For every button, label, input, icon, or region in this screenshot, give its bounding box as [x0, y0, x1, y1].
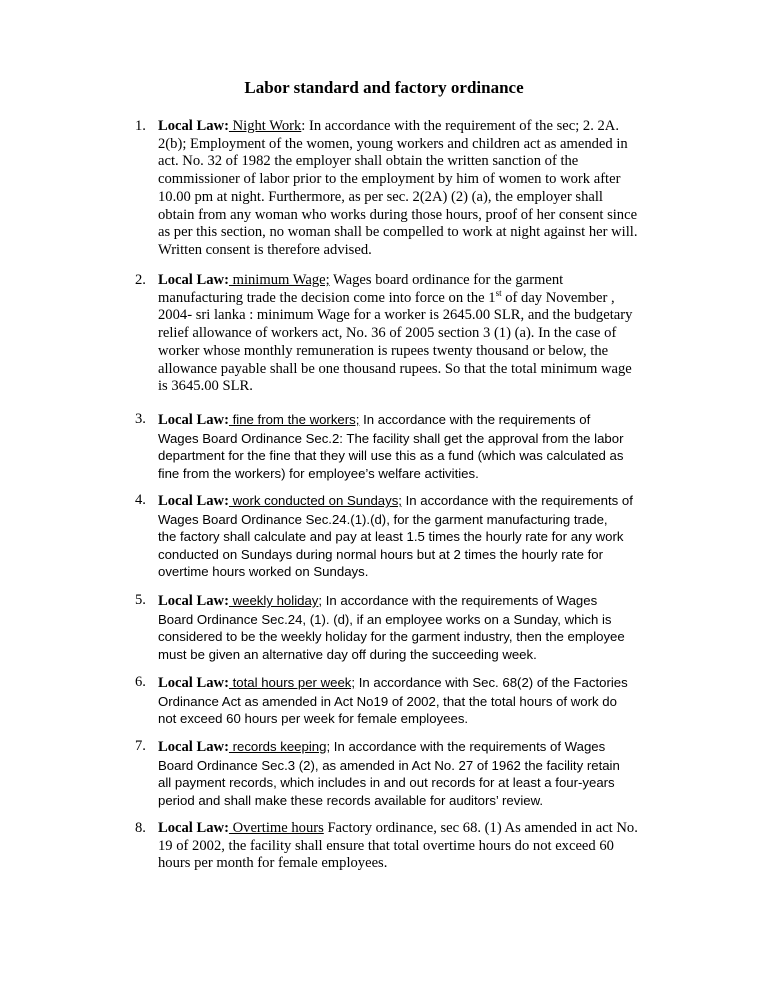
item-text: relief allowance of workers act, No. 36 of 2005 section 3 (1) (a). In the case of	[158, 325, 617, 342]
item-text: as per this section, no woman shall be compelled to work at night against her will.	[158, 224, 638, 241]
item-heading: Local Law:	[158, 493, 229, 509]
item-text: the factory shall calculate and pay at least 1.5 times the hourly rate for any work	[158, 529, 624, 545]
item-number: 7.	[135, 738, 146, 754]
ordinal-superscript: st	[495, 287, 502, 298]
item-topic: weekly holiday	[228, 593, 319, 608]
item-text: Written consent is therefore advised.	[158, 241, 372, 258]
item-heading: Local Law:	[158, 272, 229, 288]
item-text: Board Ordinance Sec.24, (1). (d), if an employee works on a Sunday, which is	[158, 611, 612, 627]
item-text: not exceed 60 hours per week for female employees.	[158, 711, 469, 727]
item-text: : In accordance with the requirement of the sec; 2. 2A.	[301, 118, 619, 134]
item-number: 3.	[135, 411, 146, 427]
item-text: 10.00 pm at night. Furthermore, as per sec. 2(2A) (2) (a), the employer shall	[158, 188, 603, 205]
item-body	[158, 820, 666, 873]
item-topic: minimum Wage;	[228, 272, 330, 288]
item-body	[158, 411, 666, 482]
item-text: all payment records, which includes in and out records for at least a four-years	[158, 775, 615, 791]
item-first-line	[158, 738, 666, 757]
item-text: obtain from any woman who works during those hours, proof of her consent since	[158, 206, 638, 223]
item-text: In accordance with Sec. 68(2) of the Factories	[355, 675, 628, 690]
item-heading: Local Law:	[158, 739, 229, 755]
item-text: is 3645.00 SLR.	[158, 378, 253, 395]
item-text: commissioner of labor prior to the employment by him of women to work after	[158, 171, 621, 188]
item-body	[158, 272, 666, 396]
item-text: of day November ,	[501, 289, 615, 306]
item-text: In accordance with the requirements of	[359, 412, 591, 427]
item-topic: Night Work	[228, 118, 302, 134]
item-text: must be given an alternative day off during the succeeding week.	[158, 646, 537, 662]
item-topic: work conducted on Sundays;	[228, 493, 402, 508]
item-text: Wages Board Ordinance Sec.24.(1).(d), for the garment manufacturing trade,	[158, 511, 608, 527]
item-text: In accordance with the requirements of	[401, 493, 633, 508]
item-text: Factory ordinance, sec 68. (1) As amended in act No.	[323, 820, 638, 836]
item-text: act. No. 32 of 1982 the employer shall obtain the written sanction of the	[158, 153, 579, 170]
item-body	[158, 592, 666, 663]
item-heading: Local Law:	[158, 820, 229, 836]
item-text: 19 of 2002, the facility shall ensure that total overtime hours do not exceed 60	[158, 837, 614, 854]
item-heading: Local Law:	[158, 412, 229, 428]
item-first-line	[158, 674, 666, 693]
item-first-line	[158, 820, 666, 838]
item-topic: Overtime hours	[228, 820, 324, 836]
item-text: worker whose monthly remuneration is rupees twenty thousand or below, the	[158, 342, 609, 359]
item-first-line	[158, 592, 666, 611]
item-text: hours per month for female employees.	[158, 855, 388, 872]
item-text: overtime hours worked on Sundays.	[158, 564, 369, 580]
item-first-line	[158, 272, 666, 290]
item-body	[158, 118, 666, 260]
item-text-line	[158, 287, 666, 308]
item-number: 4.	[135, 492, 146, 508]
item-text: Wages board ordinance for the garment	[329, 272, 564, 288]
item-text: conducted on Sundays during normal hours but at 2 times the hourly rate for	[158, 546, 603, 562]
item-first-line	[158, 118, 666, 136]
item-text: considered to be the weekly holiday for the garment industry, then the employee	[158, 629, 625, 645]
item-heading: Local Law:	[158, 675, 229, 691]
page-title: Labor standard and factory ordinance	[244, 78, 524, 97]
item-text: ; In accordance with the requirements of Wages	[326, 739, 606, 754]
item-heading: Local Law:	[158, 593, 229, 609]
item-topic: records keeping	[228, 739, 327, 754]
item-text: ; In accordance with the requirements of Wages	[318, 593, 598, 608]
item-body	[158, 492, 666, 581]
item-text: 2004- sri lanka : minimum Wage for a worker is 2645.00 SLR, and the budgetary	[158, 307, 633, 324]
item-number: 1.	[135, 118, 146, 134]
item-number: 5.	[135, 592, 146, 608]
item-number: 6.	[135, 674, 146, 690]
item-text: Wages Board Ordinance Sec.2: The facility shall get the approval from the labor	[158, 430, 624, 446]
item-body	[158, 674, 666, 728]
item-number: 8.	[135, 820, 146, 836]
item-topic: fine from the workers;	[228, 412, 360, 427]
item-text: Board Ordinance Sec.3 (2), as amended in Act No. 27 of 1962 the facility retain	[158, 757, 620, 773]
item-text: Ordinance Act as amended in Act No19 of 2002, that the total hours of work do	[158, 693, 617, 709]
item-text: 2(b); Employment of the women, young workers and children act as amended in	[158, 135, 628, 152]
item-heading: Local Law:	[158, 118, 229, 134]
item-number: 2.	[135, 272, 146, 288]
item-first-line	[158, 411, 666, 430]
item-topic: total hours per week;	[228, 675, 356, 690]
item-text: fine from the workers) for employee’s welfare activities.	[158, 465, 479, 481]
item-text: allowance payable shall be one thousand rupees. So that the total minimum wage	[158, 360, 632, 377]
item-text: department for the fine that they will use this as a fund (which was calculated as	[158, 448, 624, 464]
item-body	[158, 738, 666, 809]
item-first-line	[158, 492, 666, 511]
item-text: period and shall make these records available for auditors’ review.	[158, 792, 544, 808]
item-text: manufacturing trade the decision come into force on the 1	[158, 289, 496, 306]
